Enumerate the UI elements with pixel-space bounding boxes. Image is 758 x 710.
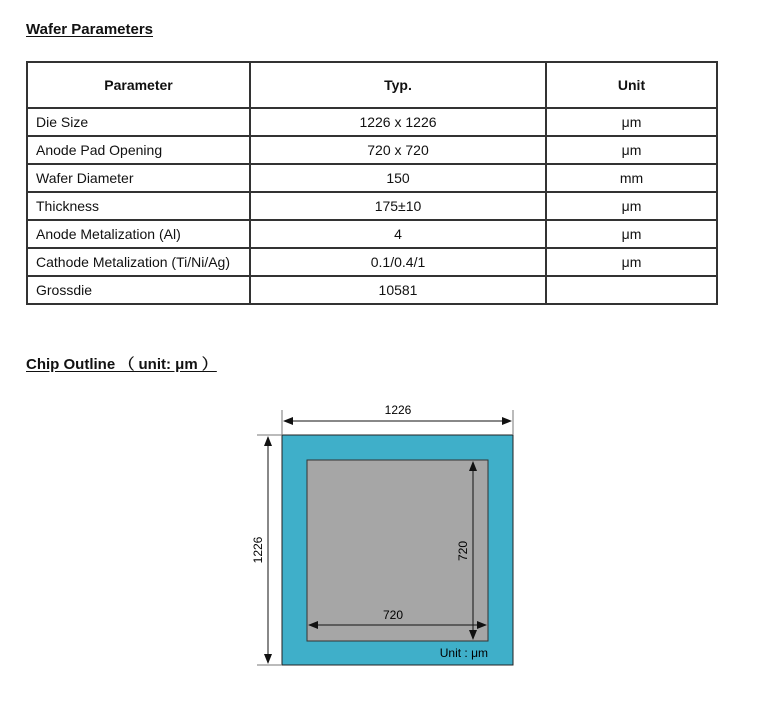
cell-typ: 175±10 (250, 192, 546, 220)
cell-typ: 0.1/0.4/1 (250, 248, 546, 276)
die-width-label: 1226 (384, 403, 412, 417)
cell-typ: 4 (250, 220, 546, 248)
cell-parameter: Cathode Metalization (Ti/Ni/Ag) (27, 248, 250, 276)
cell-parameter: Grossdie (27, 276, 250, 304)
cell-parameter: Die Size (27, 108, 250, 136)
header-unit: Unit (546, 62, 717, 108)
cell-unit: μm (546, 248, 717, 276)
cell-typ: 150 (250, 164, 546, 192)
wafer-parameters-title: Wafer Parameters (26, 21, 154, 38)
die-height-label: 1226 (251, 536, 265, 564)
header-parameter: Parameter (27, 62, 250, 108)
cell-unit: μm (546, 136, 717, 164)
header-typ: Typ. (250, 62, 546, 108)
cell-typ: 1226 x 1226 (250, 108, 546, 136)
cell-unit: mm (546, 164, 717, 192)
cell-parameter: Anode Metalization (Al) (27, 220, 250, 248)
cell-typ: 10581 (250, 276, 546, 304)
cell-parameter: Anode Pad Opening (27, 136, 250, 164)
pad-height-label: 720 (456, 540, 470, 562)
cell-unit: μm (546, 108, 717, 136)
pad-width-label: 720 (382, 608, 404, 622)
cell-parameter: Thickness (27, 192, 250, 220)
cell-unit: μm (546, 192, 717, 220)
unit-label: Unit : μm (439, 646, 488, 660)
cell-parameter: Wafer Diameter (27, 164, 250, 192)
cell-typ: 720 x 720 (250, 136, 546, 164)
cell-unit: μm (546, 220, 717, 248)
chip-outline-title: Chip Outline （ unit: μm ） (26, 356, 217, 373)
